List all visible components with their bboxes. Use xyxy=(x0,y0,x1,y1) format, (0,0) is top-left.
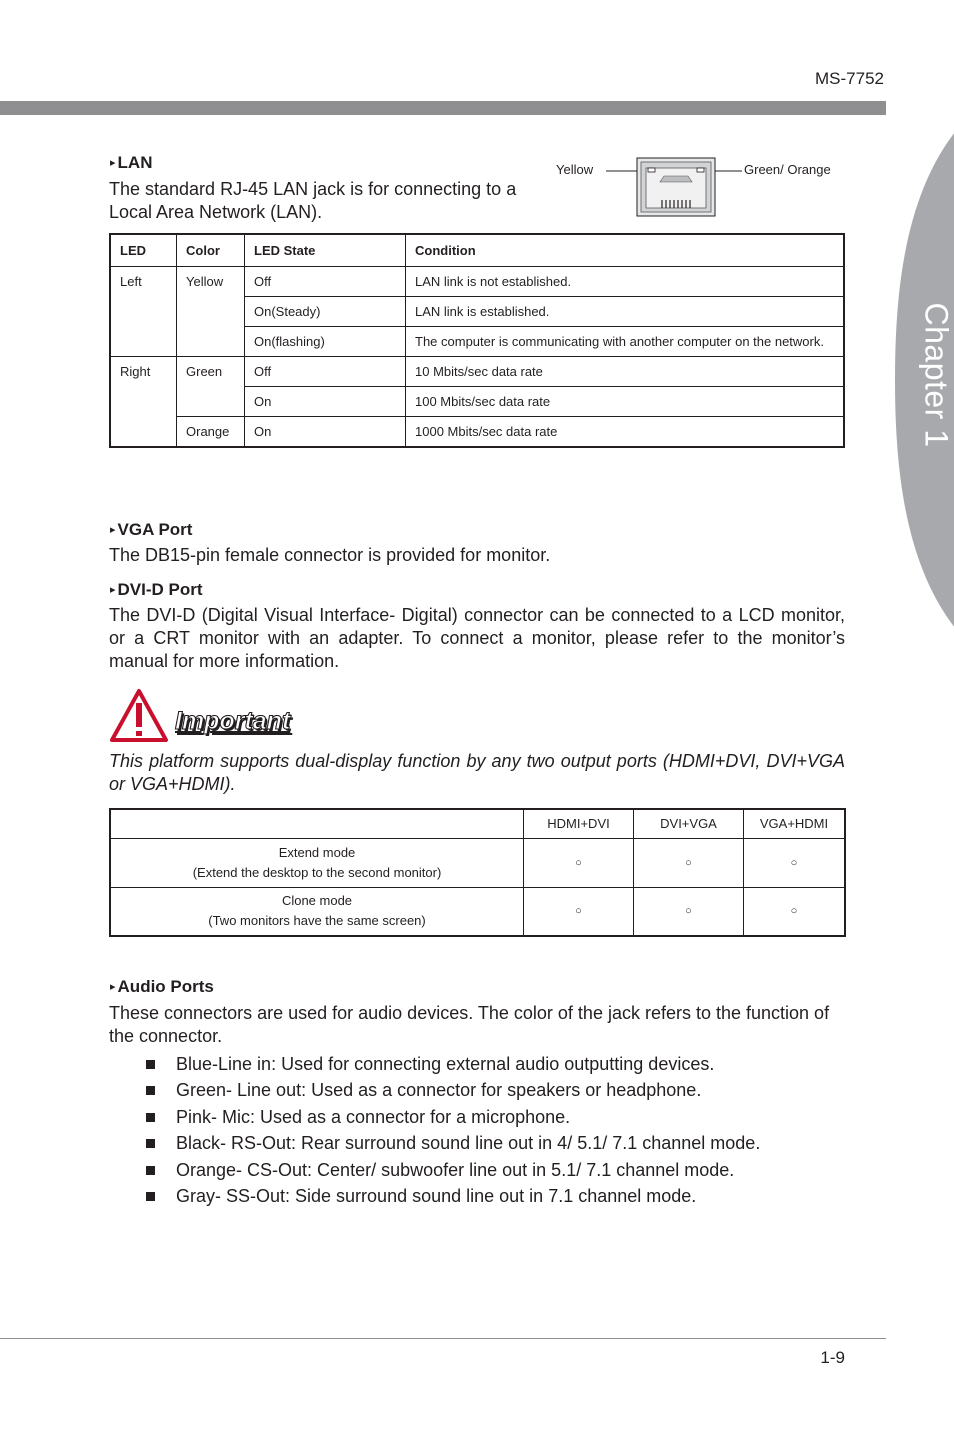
list-item-text: Pink- Mic: Used as a connector for a microphone. xyxy=(176,1106,571,1127)
lan-diagram-right-label: Green/ Orange xyxy=(744,162,831,177)
list-item-text: Green- Line out: Used as a connector for speakers or headphone. xyxy=(176,1080,702,1101)
table-header xyxy=(110,809,524,838)
list-item-text: Orange- CS-Out: Center/ subwoofer line out in 5.1/ 7.1 channel mode. xyxy=(176,1159,735,1180)
table-cell xyxy=(110,838,524,887)
table-cell: Left xyxy=(110,267,177,357)
support-mark: ○ xyxy=(524,887,634,936)
support-mark: ○ xyxy=(744,838,846,887)
table-cell: Yellow xyxy=(177,267,245,357)
table-cell: LAN link is not established. xyxy=(406,267,845,297)
table-header: VGA+HDMI xyxy=(744,809,846,838)
lan-description: The standard RJ-45 LAN jack is for connecting to a Local Area Network (LAN). xyxy=(109,179,517,222)
important-text: This platform supports dual-display function by any two output ports (HDMI+DVI, DVI+VGA or VGA+HDMI). xyxy=(109,751,845,794)
page-number: 1-9 xyxy=(820,1348,845,1367)
footer-rule xyxy=(0,1338,886,1339)
audio-port-list xyxy=(143,1051,760,1209)
list-item xyxy=(143,1051,760,1077)
list-item xyxy=(143,1077,760,1103)
table-cell: LAN link is established. xyxy=(406,297,845,327)
vga-description: The DB15-pin female connector is provided for monitor. xyxy=(109,545,551,565)
list-item xyxy=(143,1183,760,1209)
mode-detail: (Two monitors have the same screen) xyxy=(208,913,426,929)
chapter-tab-label: Chapter 1 xyxy=(918,302,954,448)
table-header: HDMI+DVI xyxy=(524,809,634,838)
table-cell: Orange xyxy=(177,417,245,448)
support-mark: ○ xyxy=(634,887,744,936)
audio-heading-text: Audio Ports xyxy=(117,977,214,996)
arrow-icon: ▸ xyxy=(110,157,116,169)
table-cell: On(Steady) xyxy=(245,297,406,327)
bullet-icon xyxy=(146,1166,155,1175)
table-row xyxy=(110,417,844,448)
table-row xyxy=(110,267,844,297)
list-item-text: Black- RS-Out: Rear surround sound line out in 4/ 5.1/ 7.1 channel mode. xyxy=(176,1133,761,1154)
lan-heading xyxy=(110,153,152,173)
rj45-jack-icon xyxy=(604,156,744,218)
bullet-icon xyxy=(146,1192,155,1201)
table-cell: Right xyxy=(110,357,177,448)
table-cell: 100 Mbits/sec data rate xyxy=(406,387,845,417)
table-header-row xyxy=(110,234,844,267)
mode-detail: (Extend the desktop to the second monitor) xyxy=(192,864,442,880)
table-cell: The computer is communicating with another computer on the network. xyxy=(406,327,845,357)
table-cell: On xyxy=(245,417,406,448)
list-item-text: Gray- SS-Out: Side surround sound line out in 7.1 channel mode. xyxy=(176,1185,697,1206)
table-cell: 1000 Mbits/sec data rate xyxy=(406,417,845,448)
lan-diagram-left-label: Yellow xyxy=(556,162,594,177)
table-cell: Off xyxy=(245,267,406,297)
table-cell: Off xyxy=(245,357,406,387)
table-header: LED State xyxy=(245,234,406,267)
important-title: Important xyxy=(175,707,291,735)
support-mark: ○ xyxy=(744,887,846,936)
model-number: MS-7752 xyxy=(815,69,884,88)
support-mark: ○ xyxy=(634,838,744,887)
arrow-icon: ▸ xyxy=(110,524,116,536)
table-cell: On(flashing) xyxy=(245,327,406,357)
dvi-description: The DVI-D (Digital Visual Interface- Digital) connector can be connected to a LCD monitor, or a CRT monitor with an adapter. To connect a monitor, please refer to the monitor’s manual for more information. xyxy=(109,605,845,671)
warning-icon xyxy=(109,688,169,744)
vga-heading xyxy=(110,520,192,540)
lan-heading-text: LAN xyxy=(117,153,153,172)
table-header: DVI+VGA xyxy=(634,809,744,838)
bullet-icon xyxy=(146,1086,155,1095)
bullet-icon xyxy=(146,1060,155,1069)
audio-description: These connectors are used for audio devices. The color of the jack refers to the function of the connector. xyxy=(109,1003,830,1046)
bullet-icon xyxy=(146,1139,155,1148)
vga-heading-text: VGA Port xyxy=(117,520,193,539)
mode-name: Extend mode xyxy=(278,844,356,860)
mode-name: Clone mode xyxy=(281,893,353,909)
table-header: Condition xyxy=(406,234,845,267)
header-bar xyxy=(0,101,886,115)
table-header-row xyxy=(110,809,845,838)
dvi-heading-text: DVI-D Port xyxy=(117,580,203,599)
table-row xyxy=(110,357,844,387)
list-item-text: Blue-Line in: Used for connecting external audio outputting devices. xyxy=(176,1054,715,1074)
list-item xyxy=(143,1104,760,1130)
bullet-icon xyxy=(146,1113,155,1122)
audio-heading xyxy=(110,977,214,997)
lan-led-table xyxy=(109,233,845,448)
arrow-icon: ▸ xyxy=(110,584,116,596)
list-item xyxy=(143,1130,760,1156)
table-cell: On xyxy=(245,387,406,417)
table-row xyxy=(110,838,845,887)
arrow-icon: ▸ xyxy=(110,981,116,993)
table-cell: Green xyxy=(177,357,245,417)
support-mark: ○ xyxy=(524,838,634,887)
list-item xyxy=(143,1157,760,1183)
dvi-heading xyxy=(110,580,203,600)
table-cell xyxy=(110,887,524,936)
table-cell: 10 Mbits/sec data rate xyxy=(406,357,845,387)
table-header: Color xyxy=(177,234,245,267)
table-header: LED xyxy=(110,234,177,267)
table-row xyxy=(110,887,845,936)
dual-display-table xyxy=(109,808,846,937)
